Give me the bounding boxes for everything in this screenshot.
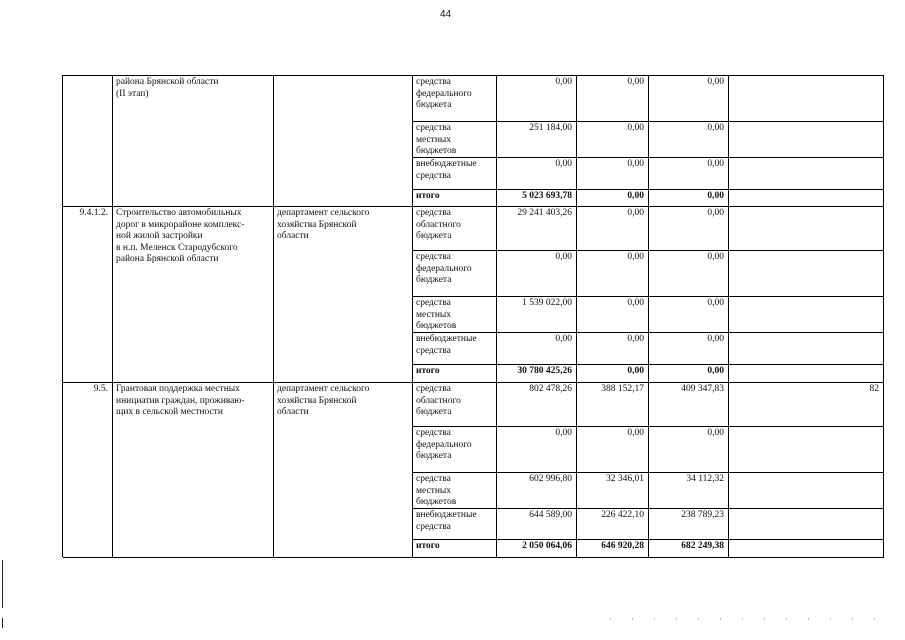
scan-edge-mark bbox=[2, 560, 3, 608]
indicator-cell bbox=[729, 76, 884, 122]
total-label-cell: итого bbox=[413, 190, 497, 207]
value-cell: 0,00 bbox=[497, 427, 577, 473]
value-cell: 0,00 bbox=[497, 158, 577, 190]
total-value-cell: 0,00 bbox=[577, 190, 649, 207]
indicator-cell bbox=[729, 427, 884, 473]
total-value-cell: 5 023 693,78 bbox=[497, 190, 577, 207]
source-cell: средства федерального бюджета bbox=[413, 251, 497, 297]
indicator-cell bbox=[729, 473, 884, 509]
source-cell: внебюджетные средства bbox=[413, 158, 497, 190]
total-value-cell: 682 249,38 bbox=[649, 540, 729, 558]
indicator-cell bbox=[729, 509, 884, 540]
item-number-cell: 9.4.1.2. bbox=[63, 207, 113, 383]
value-cell: 0,00 bbox=[649, 333, 729, 365]
indicator-cell bbox=[729, 122, 884, 158]
value-cell: 34 112,32 bbox=[649, 473, 729, 509]
source-cell: внебюджетные средства bbox=[413, 509, 497, 540]
total-label-cell: итого bbox=[413, 540, 497, 558]
scan-edge-mark bbox=[2, 618, 3, 628]
value-cell: 388 152,17 bbox=[577, 383, 649, 427]
executor-cell bbox=[274, 76, 413, 207]
value-cell: 0,00 bbox=[649, 76, 729, 122]
executor-cell: департамент сельского хозяйства Брянской области bbox=[274, 383, 413, 558]
indicator-cell bbox=[729, 158, 884, 190]
value-cell: 238 789,23 bbox=[649, 509, 729, 540]
total-value-cell: 0,00 bbox=[649, 365, 729, 383]
value-cell: 0,00 bbox=[649, 297, 729, 333]
value-cell: 602 996,80 bbox=[497, 473, 577, 509]
indicator-cell bbox=[729, 333, 884, 365]
source-cell: средства федерального бюджета bbox=[413, 427, 497, 473]
value-cell: 251 184,00 bbox=[497, 122, 577, 158]
value-cell: 1 539 022,00 bbox=[497, 297, 577, 333]
indicator-cell bbox=[729, 251, 884, 297]
executor-cell: департамент сельского хозяйства Брянской области bbox=[274, 207, 413, 383]
page-number: 44 bbox=[440, 9, 452, 20]
total-value-cell: 646 920,28 bbox=[577, 540, 649, 558]
source-cell: средства местных бюджетов bbox=[413, 122, 497, 158]
value-cell: 0,00 bbox=[577, 333, 649, 365]
total-value-cell: 30 780 425,26 bbox=[497, 365, 577, 383]
activity-name-cell: Грантовая поддержка местных инициатив граждан, проживаю- щих в сельской местности bbox=[113, 383, 274, 558]
value-cell: 29 241 403,26 bbox=[497, 207, 577, 251]
indicator-value-cell: 82 bbox=[729, 383, 884, 427]
value-cell: 0,00 bbox=[649, 427, 729, 473]
value-cell: 644 589,00 bbox=[497, 509, 577, 540]
budget-table bbox=[62, 75, 884, 557]
value-cell: 0,00 bbox=[497, 76, 577, 122]
total-label-cell: итого bbox=[413, 365, 497, 383]
value-cell: 32 346,01 bbox=[577, 473, 649, 509]
source-cell: средства областного бюджета bbox=[413, 207, 497, 251]
num-cell bbox=[63, 76, 113, 207]
source-cell: средства областного бюджета bbox=[413, 383, 497, 427]
value-cell: 0,00 bbox=[577, 158, 649, 190]
value-cell: 226 422,10 bbox=[577, 509, 649, 540]
indicator-cell bbox=[729, 540, 884, 558]
value-cell: 0,00 bbox=[649, 122, 729, 158]
value-cell: 0,00 bbox=[577, 297, 649, 333]
total-value-cell: 0,00 bbox=[649, 190, 729, 207]
source-cell: средства федерального бюджета bbox=[413, 76, 497, 122]
indicator-cell bbox=[729, 207, 884, 251]
indicator-cell bbox=[729, 365, 884, 383]
item-number-cell: 9.5. bbox=[63, 383, 113, 558]
source-cell: внебюджетные средства bbox=[413, 333, 497, 365]
activity-name-cell: района Брянской области (II этап) bbox=[113, 76, 274, 207]
value-cell: 0,00 bbox=[497, 333, 577, 365]
activity-name-cell: Строительство автомобильных дорог в микрорайоне комплекс- ной жилой застройки в н.п. Меленск Стародубского района Брянской области bbox=[113, 207, 274, 383]
value-cell: 0,00 bbox=[497, 251, 577, 297]
total-value-cell: 0,00 bbox=[577, 365, 649, 383]
total-value-cell: 2 050 064,06 bbox=[497, 540, 577, 558]
source-cell: средства местных бюджетов bbox=[413, 297, 497, 333]
indicator-cell bbox=[729, 190, 884, 207]
scan-noise bbox=[610, 618, 890, 620]
indicator-cell bbox=[729, 297, 884, 333]
value-cell: 0,00 bbox=[577, 122, 649, 158]
value-cell: 0,00 bbox=[577, 251, 649, 297]
value-cell: 0,00 bbox=[577, 207, 649, 251]
value-cell: 409 347,83 bbox=[649, 383, 729, 427]
value-cell: 0,00 bbox=[649, 251, 729, 297]
value-cell: 0,00 bbox=[577, 427, 649, 473]
value-cell: 0,00 bbox=[649, 207, 729, 251]
value-cell: 802 478,26 bbox=[497, 383, 577, 427]
source-cell: средства местных бюджетов bbox=[413, 473, 497, 509]
value-cell: 0,00 bbox=[649, 158, 729, 190]
value-cell: 0,00 bbox=[577, 76, 649, 122]
